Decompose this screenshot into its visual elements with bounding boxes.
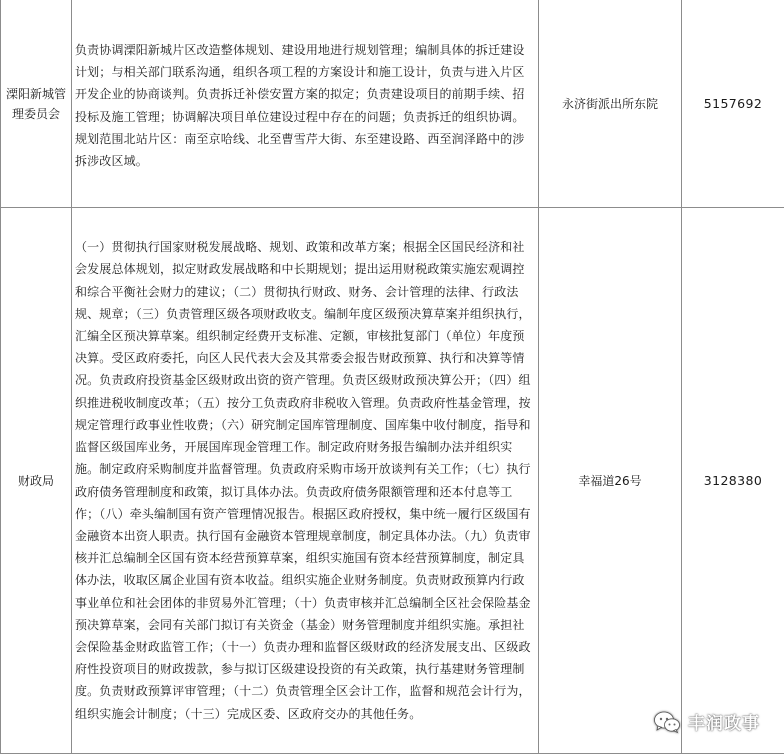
table-row <box>1 0 784 208</box>
department-name: 溧阳新城管理委员会 <box>1 0 72 208</box>
department-phone: 5157692 <box>682 0 784 208</box>
department-phone: 3128380 <box>682 208 784 754</box>
duties-text: （一）贯彻执行国家财税发展战略、规划、政策和改革方案；根据全区国民经济和社会发展总体规划，拟定财政发展战略和中长期规划；提出运用财税政策实施宏观调控和综合平衡社会财力的建议；（二）贯彻执行财政、财务、会计管理的法律、行政法规、规章；（三）负责管理区级各项财政收支。编制年度区级预决算草案并组织执行，汇编全区预决算草案。组织制定经费开支标准、定额，审核批复部门（单位）年度预决算。受区政府委托，向区人民代表大会及其常委会报告财政预算、执行和决算等情况。负责政府投资基金区级财政出资的资产管理。负责区级财政预决算公开；（四）组织推进税收制度改革；（五）按分工负责政府非税收入管理。负责政府性基金管理，按规定管理行政事业性收费；（六）研究制定国库管理制度、国库集中收付制度，指导和监督区级国库业务，开展国库现金管理工作。制定政府财务报告编制办法并组织实施。制定政府采购制度并监督管理。负责政府采购市场开放谈判有关工作；（七）执行政府债务管理制度和政策，拟订具体办法。负责政府债务限额管理和还本付息等工作；（八）牵头编制国有资产管理情况报告。根据区政府授权，集中统一履行区级国有金融资本出资人职责。执行国有金融资本管理规章制度，制定具体办法。（九）负责审核并汇总编制全区国有资本经营预算草案，组织实施国有资本经营预算制度，制定具体办法，收取区属企业国有资本收益。组织实施企业财务制度。负责财政预算内行政事业单位和社会团体的非贸易外汇管理；（十）负责审核并汇总编制全区社会保险基金预决算草案，会同有关部门拟订有关资金（基金）财务管理制度并组织实施。承担社会保险基金财政监管工作；（十一）负责办理和监督区级财政的经济发展支出、区级政府性投资项目的财政拨款，参与拟订区级建设投资的有关政策，执行基建财务管理制度。负责财政预算评审管理；（十二）负责管理全区会计工作，监督和规范会计行为，组织实施会计制度；（十三）完成区委、区政府交办的其他任务。 <box>72 236 538 724</box>
watermark-text: 丰润政事 <box>688 709 760 734</box>
table-row <box>1 208 784 754</box>
duties-text: 负责协调溧阳新城片区改造整体规划、建设用地进行规划管理；编制具体的拆迁建设计划；与相关部门联系沟通，组织各项工程的方案设计和施工设计，负责与进入片区开发企业的协商谈判。负责拆迁补偿安置方案的拟定；负责建设项目的前期手续、招投标及施工管理；协调解决项目单位建设过程中存在的问题；负责拆迁的组织协调。规划范围北站片区：南至京哈线、北至曹雪芹大街、东至建设路、西至润泽路中的涉拆涉改区域。 <box>72 35 538 172</box>
department-duties <box>72 0 539 208</box>
department-address: 幸福道26号 <box>539 208 682 754</box>
department-address: 永济街派出所东院 <box>539 0 682 208</box>
wechat-icon <box>653 710 681 734</box>
department-duties <box>72 208 539 754</box>
watermark <box>653 709 760 734</box>
department-name: 财政局 <box>1 208 72 754</box>
